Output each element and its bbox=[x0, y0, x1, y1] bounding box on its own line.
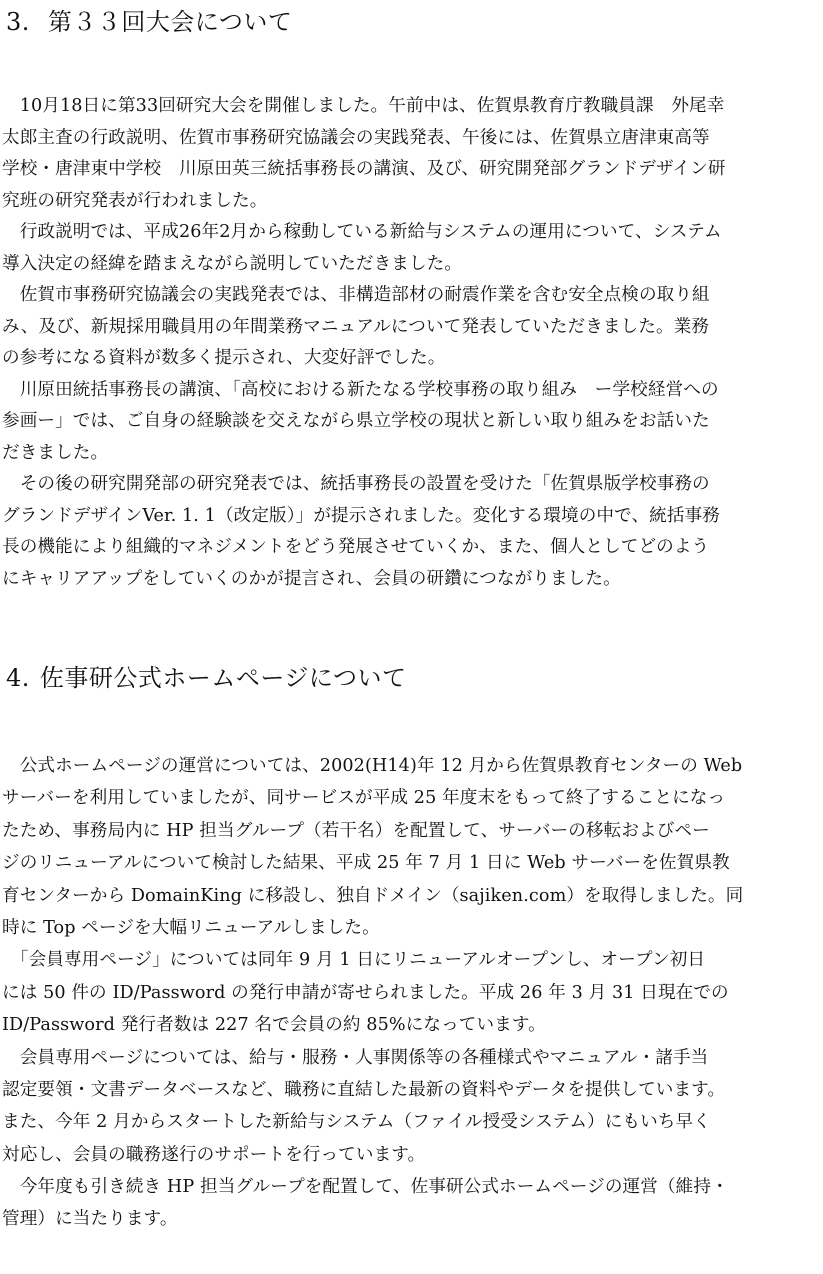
paragraph-line: 行政説明では、平成26年2月から稼動している新給与システムの運用について、システム bbox=[2, 222, 722, 242]
paragraph-line: にキャリアアップをしていくのかが提言され、会員の研鑽につながりました。 bbox=[2, 568, 621, 589]
paragraph-line: には 50 件の ID/Password の発行申請が寄せられました。平成 26 年 3 月 31 日現在での bbox=[2, 982, 729, 1003]
paragraph-line: 川原田統括事務長の講演、「高校における新たなる学校事務の取り組み ー学校経営への bbox=[2, 379, 719, 400]
paragraph-line: 導入決定の経緯を踏まえながら説明していただきました。 bbox=[2, 253, 463, 274]
paragraph-line: 究班の研究発表が行われました。 bbox=[2, 190, 268, 211]
section-4-heading bbox=[6, 662, 406, 694]
section-4-title: 佐事研公式ホームページについて bbox=[39, 664, 407, 692]
paragraph-line: 管理）に当たります。 bbox=[2, 1209, 178, 1230]
paragraph-line: 10月18日に第33回研究大会を開催しました。午前中は、佐賀県教育庁教職員課 外尾幸 bbox=[2, 96, 725, 116]
paragraph-line: 学校・唐津東中学校 川原田英三統括事務長の講演、及び、研究開発部グランドデザイン研 bbox=[2, 159, 726, 179]
paragraph-line: 時に Top ページを大幅リニューアルしました。 bbox=[2, 917, 380, 938]
paragraph-line: 対応し、会員の職務遂行のサポートを行っています。 bbox=[2, 1144, 426, 1165]
paragraph-line: だきました。 bbox=[2, 442, 109, 463]
paragraph-line: 佐賀市事務研究協議会の実践発表では、非構造部材の耐震作業を含む安全点検の取り組 bbox=[2, 285, 710, 305]
paragraph-line: サーバーを利用していましたが、同サービスが平成 25 年度末をもって終了することになっ bbox=[2, 788, 726, 809]
paragraph-line: 参画ー」では、ご自身の経験談を交えながら県立学校の現状と新しい取り組みをお話いた bbox=[2, 411, 710, 431]
paragraph-line: たため、事務局内に HP 担当グループ（若干名）を配置して、サーバーの移転およびペー bbox=[2, 820, 710, 841]
paragraph-line: み、及び、新規採用職員用の年間業務マニュアルについて発表していただきました。業務 bbox=[2, 316, 710, 337]
section-3-heading bbox=[6, 6, 292, 38]
paragraph-line: 公式ホームページの運営については、2002(H14)年 12 月から佐賀県教育センターの Web bbox=[2, 756, 743, 776]
section-4-number: 4. bbox=[6, 664, 30, 692]
paragraph-line: 育センターから DomainKing に移設し、独自ドメイン（sajiken.com）を取得しました。同 bbox=[2, 885, 744, 906]
paragraph-line: その後の研究開発部の研究発表では、統括事務長の設置を受けた「佐賀県版学校事務の bbox=[2, 474, 710, 494]
section-3-title: 第３３回大会について bbox=[47, 8, 293, 36]
paragraph-line: また、今年 2 月からスタートした新給与システム（ファイル授受システム）にもいち早く bbox=[2, 1112, 711, 1133]
paragraph-line: 太郎主査の行政説明、佐賀市事務研究協議会の実践発表、午後には、佐賀県立唐津東高等 bbox=[2, 127, 710, 148]
paragraph-line: 認定要領・文書データベースなど、職務に直結した最新の資料やデータを提供しています。 bbox=[2, 1079, 726, 1100]
paragraph-line: グランドデザインVer. 1. 1（改定版）」が提示されました。変化する環境の中で、統括事務 bbox=[2, 505, 720, 526]
paragraph-line: 今年度も引き続き HP 担当グループを配置して、佐事研公式ホームページの運営（維持・ bbox=[2, 1177, 729, 1198]
section-3-number: 3. bbox=[6, 8, 30, 36]
section-4-body bbox=[2, 750, 814, 1236]
section-3-body bbox=[2, 91, 814, 595]
paragraph-line: ID/Password 発行者数は 227 名で会員の約 85%になっています。 bbox=[2, 1015, 546, 1036]
paragraph-line: 会員専用ページについては、給与・服務・人事関係等の各種様式やマニュアル・諸手当 bbox=[2, 1047, 709, 1068]
paragraph-line: 長の機能により組織的マネジメントをどう発展させていくか、また、個人としてどのよう bbox=[2, 537, 710, 557]
paragraph-line: の参考になる資料が数多く提示され、大変好評でした。 bbox=[2, 348, 446, 368]
paragraph-line: ジのリニューアルについて検討した結果、平成 25 年 7 月 1 日に Web サーバーを佐賀県教 bbox=[2, 853, 730, 874]
paragraph-line: 「会員専用ページ」については同年 9 月 1 日にリニューアルオープンし、オープン初日 bbox=[2, 950, 706, 971]
